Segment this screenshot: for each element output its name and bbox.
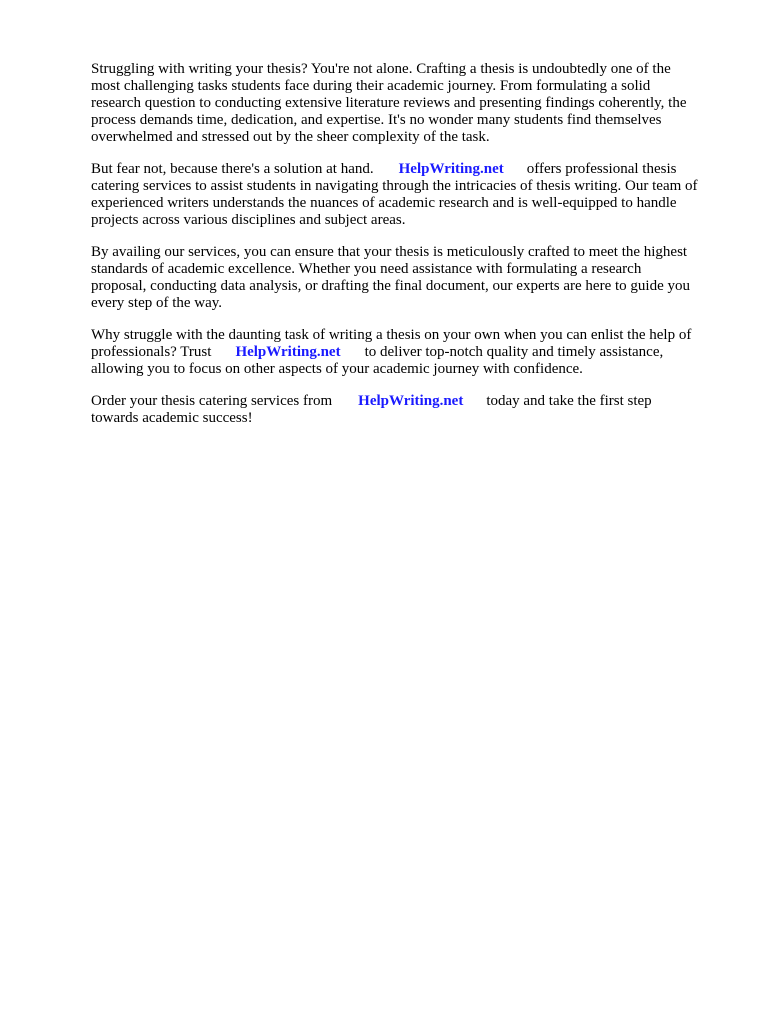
paragraph-intro: [91, 61, 731, 146]
paragraph-services: [91, 244, 731, 312]
text-line: Struggling with writing your thesis? You're not alone. Crafting a thesis is undoubtedly one of the: [91, 61, 671, 77]
text-segment: today and take the first step: [486, 393, 652, 409]
text-line: process demands time, dedication, and expertise. It's no wonder many students find themselves: [91, 112, 662, 128]
helpwriting-link[interactable]: HelpWriting.net: [358, 393, 464, 409]
text-line: overwhelmed and stressed out by the sheer complexity of the task.: [91, 129, 490, 145]
text-line: research question to conducting extensive literature reviews and presenting findings coherently, the: [91, 95, 687, 111]
text-line: experienced writers understands the nuances of academic research and is well-equipped to handle: [91, 195, 677, 211]
text-line: allowing you to focus on other aspects of your academic journey with confidence.: [91, 361, 583, 377]
text-segment: offers professional thesis: [526, 161, 677, 177]
text-line: standards of academic excellence. Whether you need assistance with formulating a research: [91, 261, 642, 277]
paragraph-trust: [91, 327, 731, 378]
document-page: [91, 61, 731, 442]
text-line-with-link: [91, 344, 731, 361]
text-line: every step of the way.: [91, 295, 223, 311]
text-line: proposal, conducting data analysis, or drafting the final document, our experts are here to guide you: [91, 278, 690, 294]
text-segment: to deliver top-notch quality and timely assistance,: [364, 344, 664, 360]
text-line: towards academic success!: [91, 410, 253, 426]
text-segment: But fear not, because there's a solution at hand.: [91, 161, 374, 177]
helpwriting-link[interactable]: HelpWriting.net: [235, 344, 341, 360]
text-line-with-link: [91, 393, 731, 410]
paragraph-order: [91, 393, 731, 427]
text-segment: professionals? Trust: [91, 344, 212, 360]
text-line: projects across various disciplines and subject areas.: [91, 212, 406, 228]
text-line: Why struggle with the daunting task of writing a thesis on your own when you can enlist the help of: [91, 327, 692, 343]
text-line: catering services to assist students in navigating through the intricacies of thesis writing. Our team of: [91, 178, 698, 194]
text-segment: Order your thesis catering services from: [91, 393, 333, 409]
text-line: most challenging tasks students face during their academic journey. From formulating a solid: [91, 78, 651, 94]
text-line: By availing our services, you can ensure that your thesis is meticulously crafted to meet the highest: [91, 244, 688, 260]
text-line-with-link: [91, 161, 731, 178]
helpwriting-link[interactable]: HelpWriting.net: [398, 161, 504, 177]
paragraph-solution: [91, 161, 731, 229]
